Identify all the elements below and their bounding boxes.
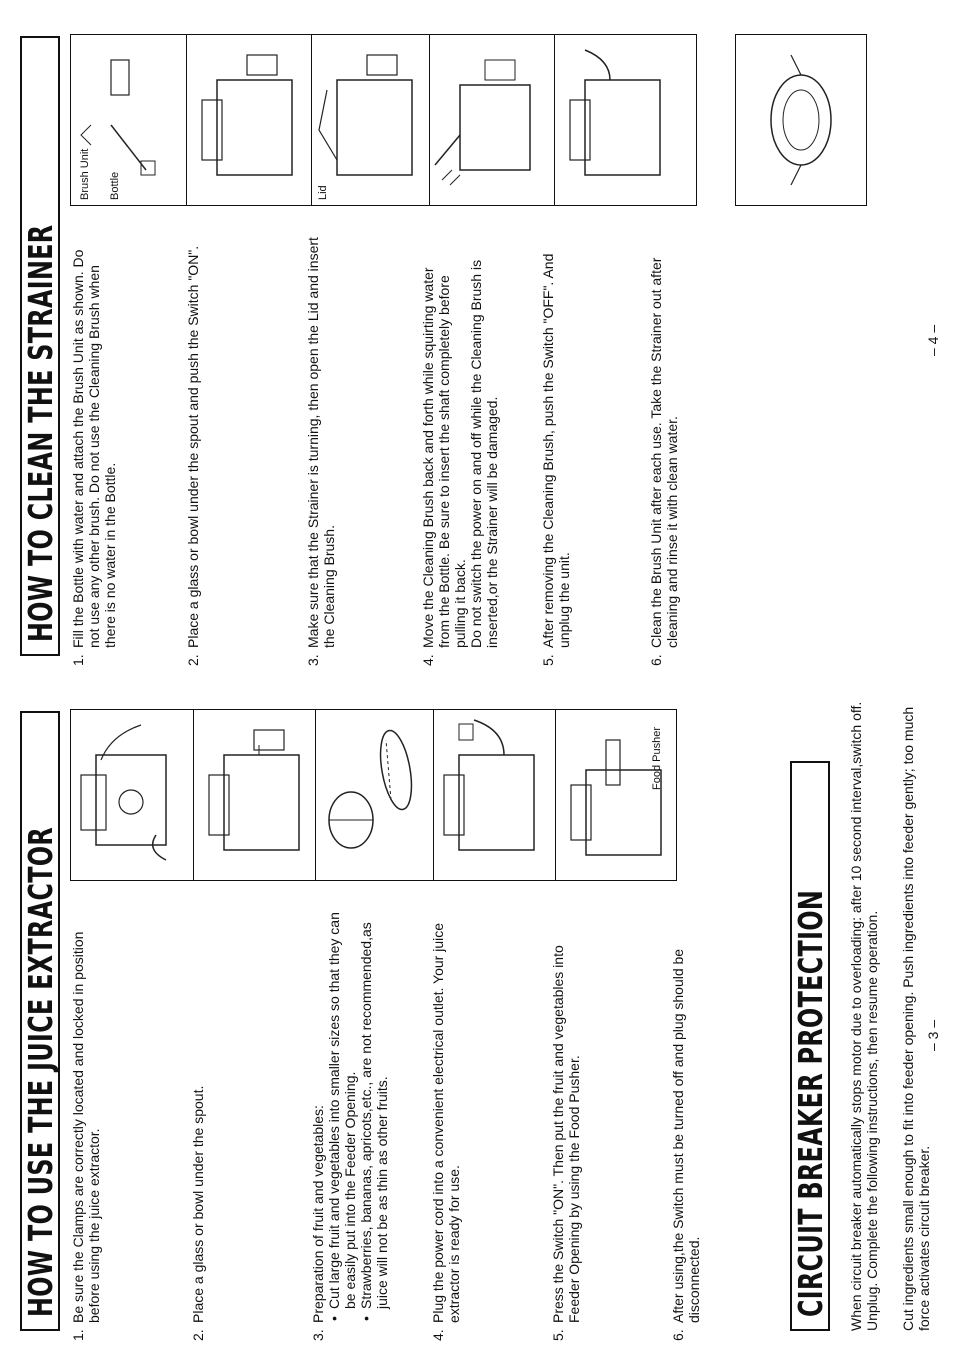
food-pusher-label: Food Pusher	[651, 727, 663, 790]
step-text: Place a glass or bowl under the spout and push the Switch "ON".	[185, 245, 201, 648]
lid-label: Lid	[317, 185, 329, 200]
step-text: Plug the power cord into a convenient electrical outlet. Your juice extractor is ready for use.	[430, 922, 462, 1323]
plug-illustration	[433, 710, 555, 880]
juice-step-1	[70, 911, 102, 1341]
juice-step-3	[310, 911, 390, 1341]
strainer-step-6	[648, 236, 680, 666]
fruit-illustration	[315, 710, 433, 880]
glass-spout-switch-illustration	[186, 35, 311, 205]
clamp-illustration	[71, 710, 193, 880]
bottle-label: Bottle	[109, 171, 121, 200]
step-text: Press the Switch "ON". Then put the fruit and vegetables into Feeder Opening by using the Food Pusher.	[550, 945, 582, 1323]
step-number: 5.	[540, 654, 556, 666]
step-number: 4.	[420, 654, 436, 666]
juice-step-4	[430, 911, 462, 1341]
step-text: Clean the Brush Unit after each use. Take the Strainer out after cleaning and rinse it with clean water.	[648, 257, 680, 648]
strainer-step-1	[70, 236, 118, 666]
juice-illustrations	[70, 709, 677, 881]
switch-off-illustration	[554, 35, 679, 205]
brush-bottle-illustration	[71, 35, 186, 205]
juice-title: HOW TO USE THE JUICE EXTRACTOR	[20, 826, 60, 1317]
step-number: 3.	[305, 654, 321, 666]
step-text: Make sure that the Strainer is turning, then open the Lid and insert the Cleaning Brush.	[305, 237, 337, 648]
step-number: 6.	[670, 1329, 686, 1341]
strainer-rinse-illustration	[735, 34, 867, 206]
step-text: After using,the Switch must be turned off and plug should be disconnected.	[670, 948, 702, 1323]
juice-step-6	[670, 911, 702, 1341]
step-text: Preparation of fruit and vegetables:	[310, 1105, 326, 1323]
step-warning: Do not switch the power on and off while the Cleaning Brush is inserted,or the Strainer will be damaged.	[468, 259, 500, 648]
step-number: 1.	[70, 1329, 86, 1341]
open-lid-illustration	[311, 35, 429, 205]
circuit-paragraph-2: Cut ingredients small enough to fit into feeder opening. Push ingredients into feeder gently; too much force activates circuit breaker.	[900, 706, 932, 1331]
glass-under-spout-illustration	[193, 710, 315, 880]
step-number: 3.	[310, 1329, 326, 1341]
juice-extractor-section	[0, 701, 954, 1341]
brush-unit-label: Brush Unit	[79, 148, 91, 200]
juice-step-5	[550, 911, 582, 1341]
step-number: 1.	[70, 654, 86, 666]
brush-motion-illustration	[429, 35, 554, 205]
circuit-title-box	[790, 761, 830, 1331]
juice-step-2	[190, 911, 206, 1341]
strainer-step-3	[305, 236, 337, 666]
strainer-step-2	[185, 236, 201, 666]
step-text: Fill the Bottle with water and attach the Brush Unit as shown. Do not use any other brush. Do not use the Cleaning Brush when there is no water in the Bottle.	[70, 249, 118, 648]
circuit-title: CIRCUIT BREAKER PROTECTION	[790, 889, 830, 1317]
step-text: Move the Cleaning Brush back and forth while squirting water from the Bottle. Be sure to insert the shaft completely before pulling it back.	[420, 267, 468, 648]
strainer-step-4	[420, 236, 500, 666]
step-text: Be sure the Clamps are correctly located and locked in position before using the juice extractor.	[70, 931, 102, 1323]
food-pusher-illustration	[555, 710, 676, 880]
circuit-paragraph-1: When circuit breaker automatically stops motor due to overloading: after 10 second interval,switch off. Unplug. Complete the following instructions, then resume operation.	[848, 701, 880, 1331]
step-text: Place a glass or bowl under the spout.	[190, 1085, 206, 1323]
strainer-illustrations	[70, 34, 697, 206]
step-number: 6.	[648, 654, 664, 666]
step-number: 4.	[430, 1329, 446, 1341]
step-number: 2.	[190, 1329, 206, 1341]
strainer-step-5	[540, 236, 572, 666]
page-number-right: – 4 –	[925, 324, 941, 356]
juice-title-box	[20, 711, 60, 1331]
strainer-title: HOW TO CLEAN THE STRAINER	[20, 224, 60, 642]
step-bullet: • Cut large fruit and vegetables into smaller sizes so that they can be easily put into the Feeder Opening.	[326, 911, 358, 1323]
strainer-title-box	[20, 36, 60, 656]
step-number: 5.	[550, 1329, 566, 1341]
step-bullet: • Strawberries, bananas, apricots,etc., are not recommended,as juice will not be as thin as other fruits.	[358, 911, 390, 1323]
step-number: 2.	[185, 654, 201, 666]
page-number-left: – 3 –	[925, 1019, 941, 1051]
step-text: After removing the Cleaning Brush, push the Switch "OFF". And unplug the unit.	[540, 253, 572, 648]
